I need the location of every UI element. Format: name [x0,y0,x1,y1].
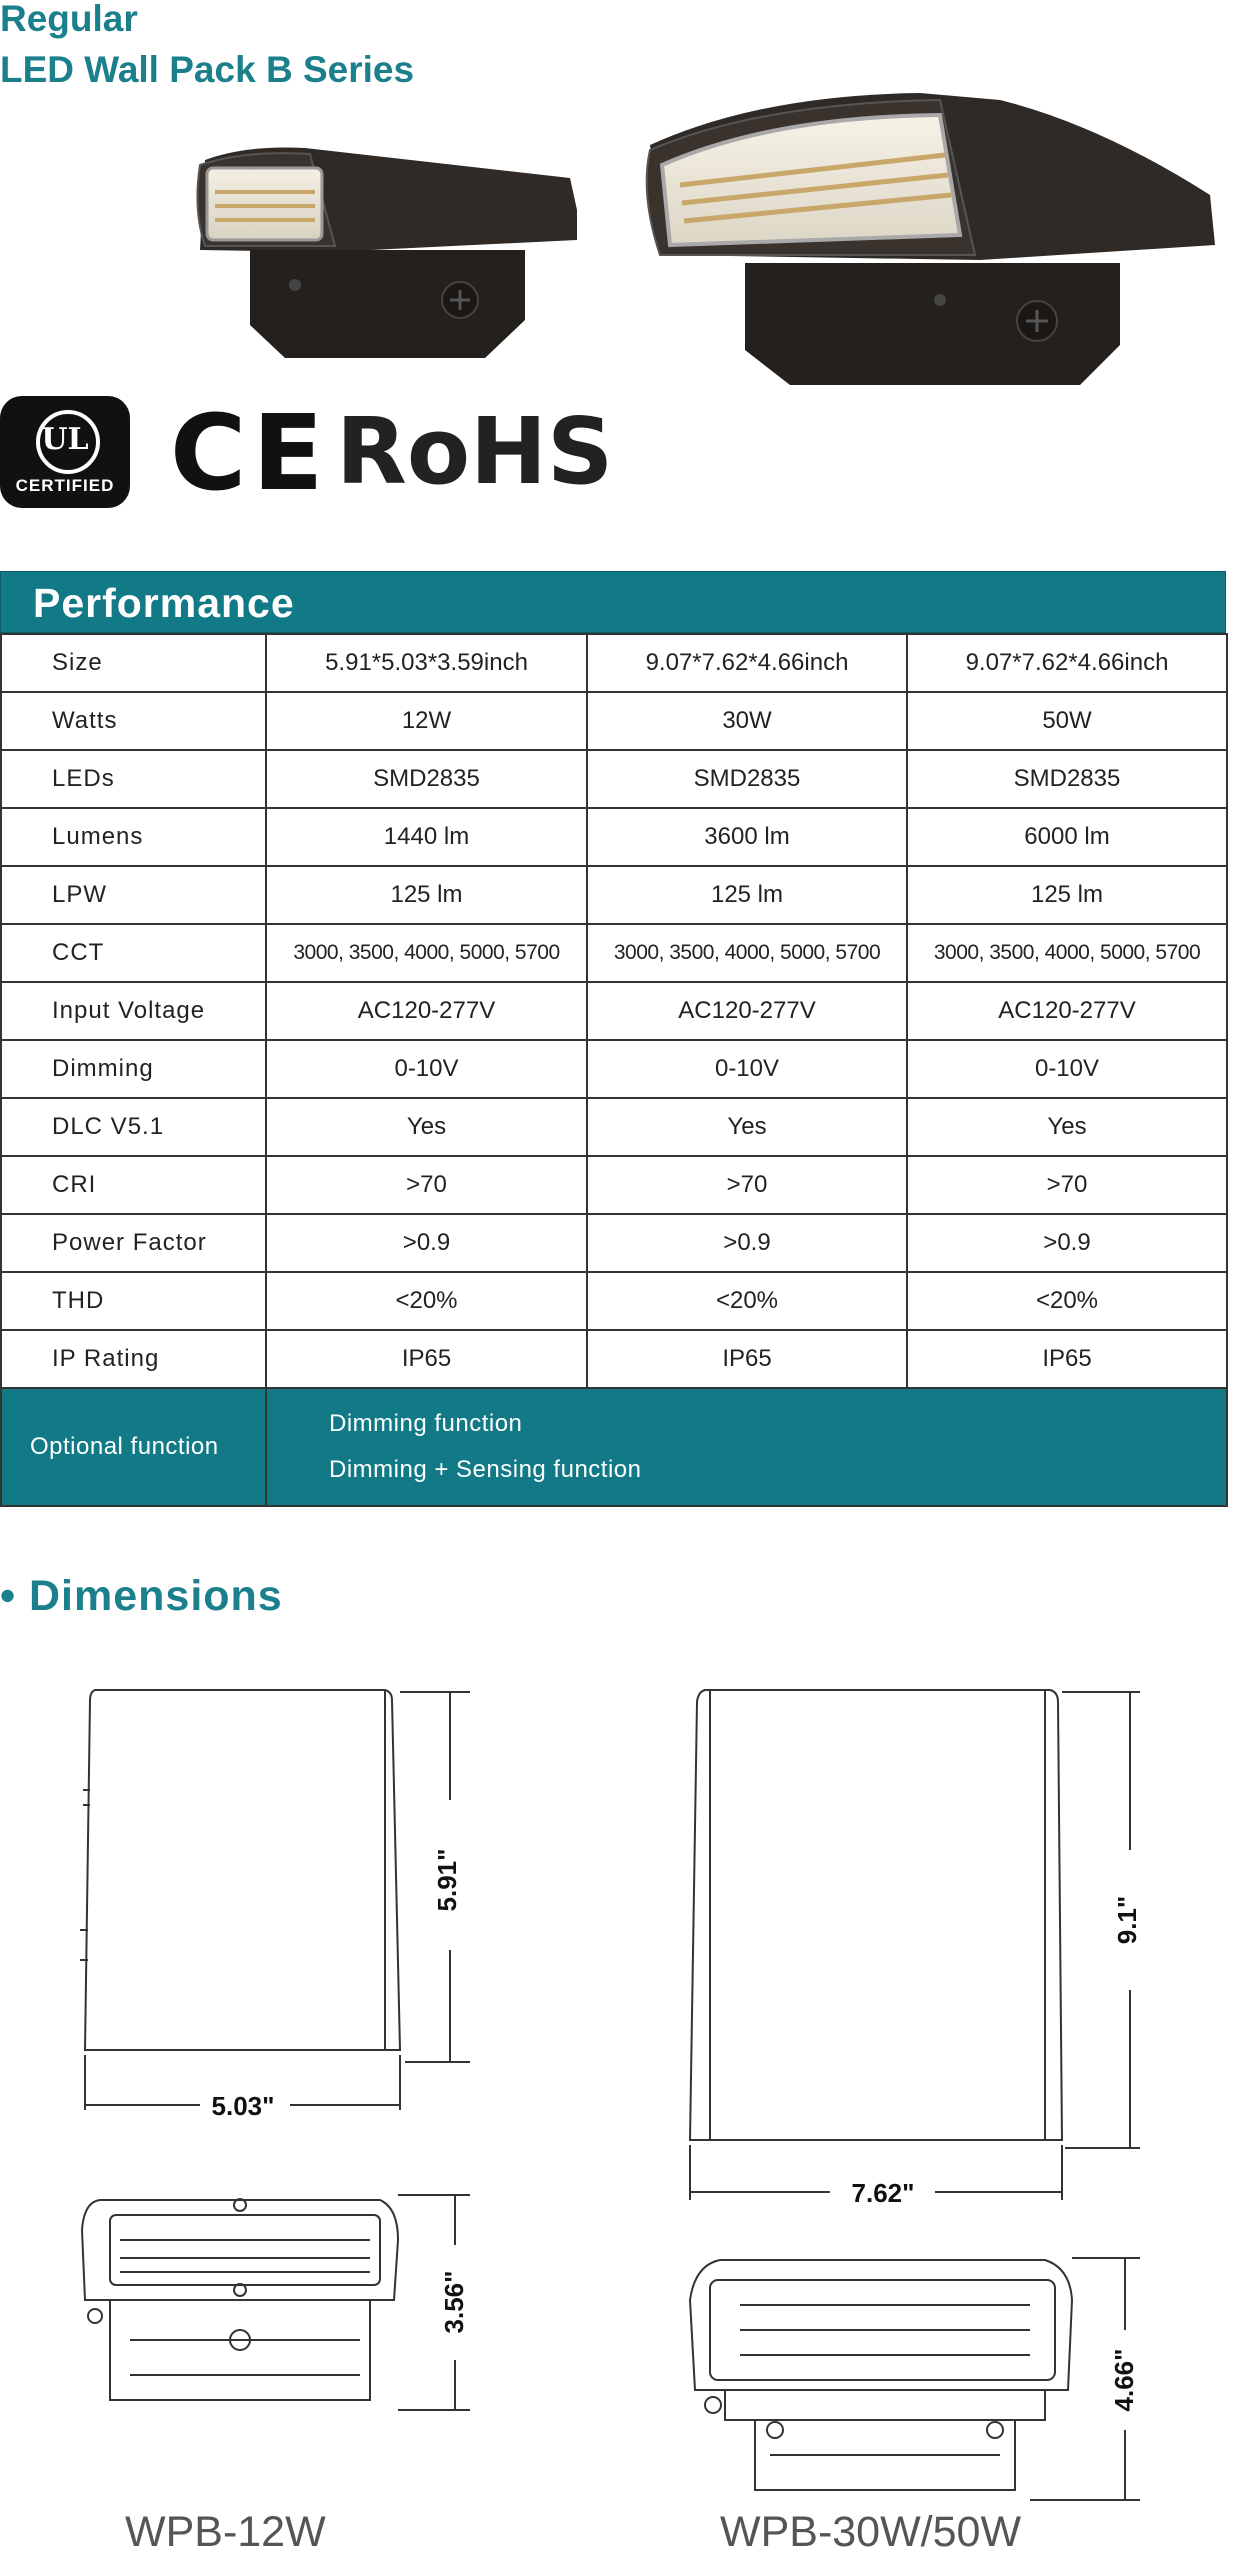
spec-value: <20% [587,1272,907,1330]
dim-12w-width: 5.03" [211,2091,275,2121]
spec-label: Input Voltage [1,982,266,1040]
spec-label: IP Rating [1,1330,266,1388]
spec-value: Yes [266,1098,587,1156]
dimension-drawings [0,1640,1237,2510]
model-label-30w-50w: WPB-30W/50W [720,2508,1022,2556]
spec-value: AC120-277V [587,982,907,1040]
spec-value: <20% [907,1272,1227,1330]
spec-label: THD [1,1272,266,1330]
spec-row [1,1330,1227,1388]
spec-value: 125 lm [907,866,1227,924]
spec-value: >70 [266,1156,587,1214]
optional-function-label: Optional function [1,1388,266,1506]
spec-value: 5.91*5.03*3.59inch [266,634,587,692]
ul-certified-label: CERTIFIED [15,476,115,495]
spec-value: SMD2835 [266,750,587,808]
dimensions-heading: • Dimensions [0,1572,283,1620]
dim-12w-depth: 3.56" [439,2270,469,2334]
spec-value: AC120-277V [266,982,587,1040]
ul-certified-badge [0,396,130,508]
rohs-mark: RoHS [336,398,614,505]
spec-value: 125 lm [266,866,587,924]
spec-value: <20% [266,1272,587,1330]
spec-value: 0-10V [587,1040,907,1098]
drawing-12w-front [80,1690,470,2110]
optional-function-item: Dimming function [329,1410,523,1437]
spec-value: SMD2835 [907,750,1227,808]
spec-row [1,1272,1227,1330]
performance-header [0,571,1226,633]
spec-value: >0.9 [266,1214,587,1272]
spec-value: 12W [266,692,587,750]
drawing-30w-50w-front [690,1690,1140,2200]
spec-value: 6000 lm [907,808,1227,866]
spec-label: DLC V5.1 [1,1098,266,1156]
spec-value: 1440 lm [266,808,587,866]
series-category: Regular [0,0,138,39]
spec-value: IP65 [266,1330,587,1388]
spec-value: IP65 [907,1330,1227,1388]
drawing-30w-50w-side [690,2258,1140,2500]
spec-value: AC120-277V [907,982,1227,1040]
spec-value: >70 [587,1156,907,1214]
ce-mark: CE [170,392,330,514]
spec-label: Watts [1,692,266,750]
spec-label: LEDs [1,750,266,808]
spec-label: Size [1,634,266,692]
spec-label: CCT [1,924,266,982]
spec-value: Yes [907,1098,1227,1156]
spec-row [1,982,1227,1040]
spec-value: 30W [587,692,907,750]
spec-value: 9.07*7.62*4.66inch [907,634,1227,692]
spec-label: LPW [1,866,266,924]
spec-value: Yes [587,1098,907,1156]
dim-large-height: 9.1" [1112,1895,1142,1945]
spec-value: 3000, 3500, 4000, 5000, 5700 [587,924,907,982]
spec-value: >0.9 [907,1214,1227,1272]
spec-row [1,1040,1227,1098]
performance-heading: Performance [33,580,295,626]
product-photo-30w-50w [640,85,1220,390]
spec-value: 9.07*7.62*4.66inch [587,634,907,692]
spec-label: Dimming [1,1040,266,1098]
spec-row [1,866,1227,924]
spec-value: 0-10V [907,1040,1227,1098]
model-label-12w: WPB-12W [125,2508,326,2556]
spec-value: SMD2835 [587,750,907,808]
spec-value: 125 lm [587,866,907,924]
spec-value: 3000, 3500, 4000, 5000, 5700 [907,924,1227,982]
spec-value: 3600 lm [587,808,907,866]
spec-value: 50W [907,692,1227,750]
spec-value: 0-10V [266,1040,587,1098]
dim-12w-height: 5.91" [432,1848,462,1912]
spec-row [1,634,1227,692]
ul-mark: UL [41,422,89,457]
spec-label: CRI [1,1156,266,1214]
optional-function-row [1,1388,1227,1506]
spec-value: >70 [907,1156,1227,1214]
spec-label: Power Factor [1,1214,266,1272]
spec-value: 3000, 3500, 4000, 5000, 5700 [266,924,587,982]
product-photo-12w [185,140,585,370]
spec-row [1,924,1227,982]
dim-large-width: 7.62" [851,2178,915,2208]
spec-row [1,750,1227,808]
spec-row [1,692,1227,750]
drawing-12w-side [82,2195,470,2410]
spec-row [1,808,1227,866]
spec-label: Lumens [1,808,266,866]
spec-value: IP65 [587,1330,907,1388]
performance-table [0,633,1228,1507]
spec-value: >0.9 [587,1214,907,1272]
spec-row [1,1214,1227,1272]
optional-function-item: Dimming + Sensing function [329,1456,642,1483]
spec-row [1,1156,1227,1214]
optional-function-list [266,1388,1227,1506]
product-title: LED Wall Pack B Series [0,49,415,90]
dim-large-depth: 4.66" [1109,2348,1139,2412]
spec-row [1,1098,1227,1156]
